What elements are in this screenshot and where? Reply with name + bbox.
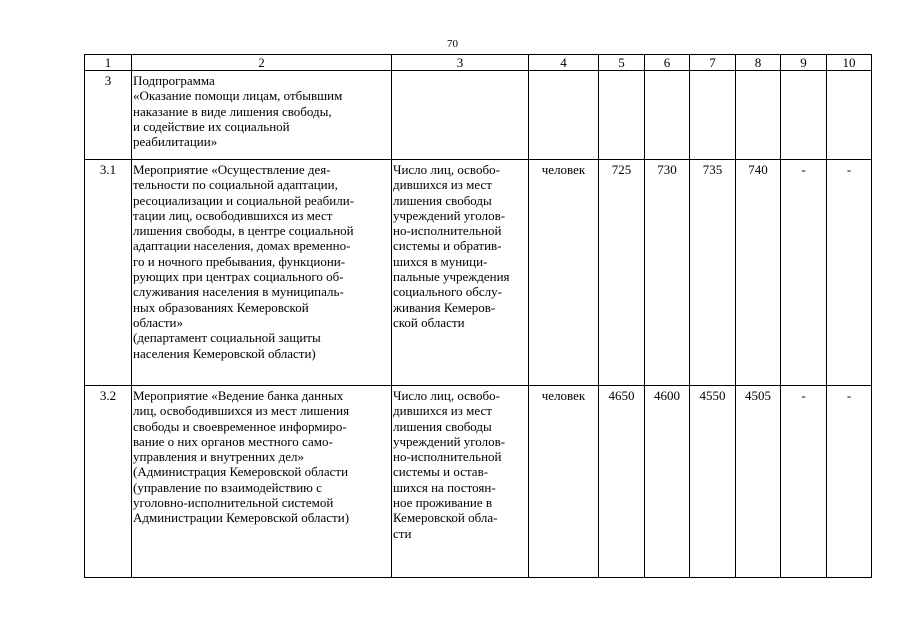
name-line: служивания населения в муниципаль-	[133, 284, 344, 300]
name-line: тации лиц, освободившихся из мест	[133, 207, 333, 223]
row-value: 4505	[736, 386, 781, 578]
row-value: -	[781, 160, 827, 386]
row-unit: человек	[529, 160, 599, 386]
name-line: и содействие их социальной	[133, 118, 290, 134]
name-line: тельности по социальной адаптации,	[133, 177, 338, 193]
name-line: населения Кемеровской области)	[133, 345, 316, 361]
row-value: 4550	[690, 386, 736, 578]
indicator-line: Число лиц, освобо-	[393, 162, 500, 177]
indicator-line: ное проживание в	[393, 495, 493, 511]
indicator-line: системы и обратив-	[393, 238, 502, 254]
header-cell: 3	[392, 55, 529, 71]
row-indicator	[392, 386, 529, 578]
name-line: лиц, освободившихся из мест лишения	[133, 403, 350, 419]
row-value	[645, 71, 690, 160]
name-line: свободы и своевременное информиро-	[133, 418, 347, 434]
row-value: 4650	[599, 386, 645, 578]
indicator-line: дившихся из мест	[393, 177, 492, 193]
row-value	[599, 71, 645, 160]
row-value	[781, 71, 827, 160]
row-indicator	[392, 71, 529, 160]
name-line: Администрации Кемеровской области)	[133, 510, 350, 526]
page-number: 70	[447, 38, 458, 50]
table-row	[85, 386, 872, 578]
row-value: 740	[736, 160, 781, 386]
name-line: (управление по взаимодействию с	[133, 479, 322, 495]
header-cell: 4	[529, 55, 599, 71]
indicator-line: но-исполнительной	[393, 223, 502, 239]
row-name	[132, 71, 392, 160]
row-value: 725	[599, 160, 645, 386]
name-line: наказание в виде лишения свободы,	[133, 103, 332, 119]
name-line: го и ночного пребывания, функциони-	[133, 253, 346, 269]
row-value	[827, 71, 872, 160]
indicator-line: шихся в муници-	[393, 253, 488, 269]
indicator-line: учреждений уголов-	[393, 207, 506, 223]
name-line: области»	[133, 314, 183, 330]
indicator-line: пальные учреждения	[393, 269, 510, 285]
row-value: 4600	[645, 386, 690, 578]
header-cell: 6	[645, 55, 690, 71]
name-line: уголовно-исполнительной системой	[133, 495, 334, 511]
name-line: адаптации населения, домах временно-	[133, 238, 351, 254]
name-line: ресоциализации и социальной реабили-	[133, 192, 355, 208]
name-line: рующих при центрах социального об-	[133, 269, 344, 285]
row-value: 735	[690, 160, 736, 386]
indicator-line: Кемеровской обла-	[393, 510, 498, 526]
indicator-line: лишения свободы	[393, 418, 492, 434]
row-value: -	[827, 160, 872, 386]
name-line: (департамент социальной защиты	[133, 330, 321, 346]
indicator-line: дившихся из мест	[393, 403, 492, 419]
name-line: вание о них органов местного само-	[133, 433, 333, 449]
indicator-line: учреждений уголов-	[393, 433, 506, 449]
header-cell: 7	[690, 55, 736, 71]
indicator-line: ской области	[393, 314, 465, 330]
program-table	[84, 54, 872, 578]
row-indicator	[392, 160, 529, 386]
name-line: лишения свободы, в центре социальной	[133, 223, 354, 239]
name-line: «Оказание помощи лицам, отбывшим	[133, 88, 343, 104]
header-cell: 1	[85, 55, 132, 71]
table-row	[85, 160, 872, 386]
row-name	[132, 386, 392, 578]
name-line: Подпрограмма	[133, 73, 215, 88]
indicator-line: Число лиц, освобо-	[393, 388, 500, 403]
row-number: 3.1	[85, 160, 132, 386]
row-value: -	[781, 386, 827, 578]
header-cell: 8	[736, 55, 781, 71]
row-unit	[529, 71, 599, 160]
header-cell: 9	[781, 55, 827, 71]
name-line: Мероприятие «Осуществление дея-	[133, 162, 331, 177]
table-header-row	[85, 55, 872, 71]
header-cell: 2	[132, 55, 392, 71]
indicator-line: шихся на постоян-	[393, 479, 496, 495]
indicator-line: сти	[393, 525, 412, 541]
row-number: 3.2	[85, 386, 132, 578]
row-value: -	[827, 386, 872, 578]
name-line: Мероприятие «Ведение банка данных	[133, 388, 344, 403]
row-value	[690, 71, 736, 160]
row-value	[736, 71, 781, 160]
header-cell: 5	[599, 55, 645, 71]
row-unit: человек	[529, 386, 599, 578]
name-line: ных образованиях Кемеровской	[133, 299, 309, 315]
name-line: управления и внутренних дел»	[133, 449, 304, 465]
indicator-line: системы и остав-	[393, 464, 489, 480]
header-cell: 10	[827, 55, 872, 71]
indicator-line: живания Кемеров-	[393, 299, 496, 315]
row-number: 3	[85, 71, 132, 160]
name-line: реабилитации»	[133, 134, 218, 150]
table-row	[85, 71, 872, 160]
indicator-line: но-исполнительной	[393, 449, 502, 465]
row-value: 730	[645, 160, 690, 386]
row-name	[132, 160, 392, 386]
name-line: (Администрация Кемеровской области	[133, 464, 349, 480]
indicator-line: социального обслу-	[393, 284, 502, 300]
indicator-line: лишения свободы	[393, 192, 492, 208]
